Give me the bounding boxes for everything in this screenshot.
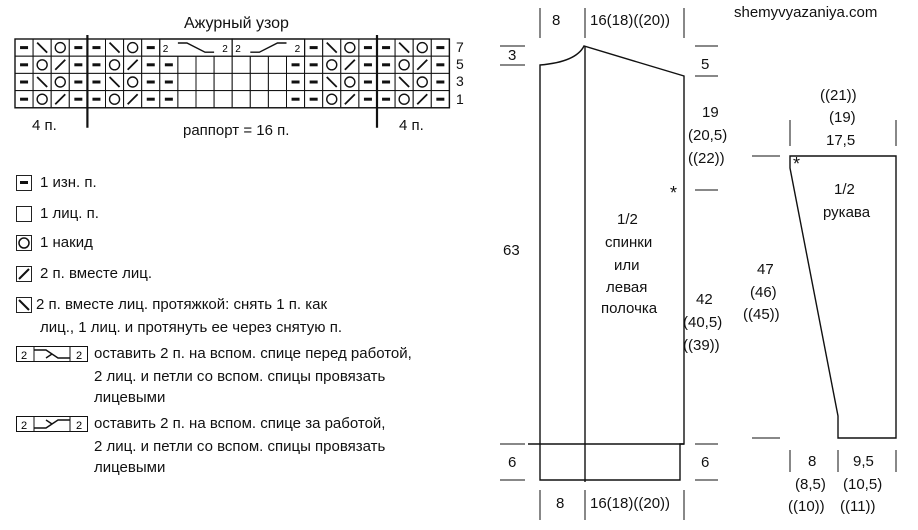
back-neck-depth: 3 xyxy=(508,47,517,64)
sleeve-top-width-1: ((21)) xyxy=(820,87,857,104)
sleeve-top-width-2: (19) xyxy=(829,109,856,126)
legend-k2tog: 2 п. вместе лиц. xyxy=(16,263,152,284)
back-hem-left: 6 xyxy=(508,454,517,471)
legend-yarn-over: 1 накид xyxy=(16,232,93,253)
sleeve-top-width-3: 17,5 xyxy=(826,132,856,149)
back-label-5: полочка xyxy=(601,300,658,317)
cable-digit: 2 xyxy=(76,420,83,433)
back-bottom-side: 8 xyxy=(556,495,565,512)
row-number: 1 xyxy=(456,91,464,107)
cable-digit: 2 xyxy=(294,44,301,56)
sleeve-bottom-left-3: ((10)) xyxy=(788,498,825,515)
legend-ssk-line2: лиц., 1 лиц. и протянуть ее через снятую п. xyxy=(40,319,343,336)
cable-digit: 2 xyxy=(235,44,241,56)
back-label-2: спинки xyxy=(605,234,653,251)
back-bottom-center: 16(18)((20)) xyxy=(590,495,671,512)
back-top-shoulder: 8 xyxy=(552,12,561,29)
row-number: 5 xyxy=(456,56,464,72)
chart-title: Ажурный узор xyxy=(184,15,289,32)
row-number: 3 xyxy=(456,73,464,89)
back-body-side-3: ((39)) xyxy=(683,337,720,354)
sleeve-label-1: 1/2 xyxy=(834,181,855,198)
sleeve-length-1: 47 xyxy=(757,261,774,278)
sleeve-bottom-right-3: ((11)) xyxy=(840,498,876,515)
cable-digit: 2 xyxy=(76,350,83,363)
back-label-3: или xyxy=(614,257,640,274)
legend-cable-front: 2 2 оставить 2 п. на вспом. спице перед работой, xyxy=(16,343,412,364)
sleeve-length-2: (46) xyxy=(750,284,777,301)
cable-digit: 2 xyxy=(222,44,228,56)
legend-cable-back-line3: лицевыми xyxy=(94,459,166,476)
back-shoulder-slope: 5 xyxy=(701,56,710,73)
back-label-4: левая xyxy=(606,279,648,296)
back-body-side-1: 42 xyxy=(696,291,713,308)
cable-digit: 2 xyxy=(21,350,28,363)
legend-cable-back-line2: 2 лиц. и петли со вспом. спицы провязать xyxy=(94,438,386,455)
legend-knit: 1 лиц. п. xyxy=(16,203,99,224)
repeat-label: раппорт = 16 п. xyxy=(183,122,290,139)
sleeve-bottom-left-1: 8 xyxy=(808,453,817,470)
legend-purl: 1 изн. п. xyxy=(16,172,97,193)
legend-cable-back: 2 2 оставить 2 п. на вспом. спице за работой, xyxy=(16,413,385,434)
back-marker: * xyxy=(670,183,678,203)
sleeve-marker: * xyxy=(793,154,801,174)
back-label-1: 1/2 xyxy=(617,211,638,228)
cable-digit: 2 xyxy=(21,420,28,433)
back-hem-right: 6 xyxy=(701,454,710,471)
sleeve-label-2: рукава xyxy=(823,204,871,221)
back-armhole-2: (20,5) xyxy=(688,127,728,144)
legend-ssk: 2 п. вместе лиц. протяжкой: снять 1 п. как xyxy=(16,294,327,315)
sleeve-bottom-right-1: 9,5 xyxy=(853,453,874,470)
back-top-neck: 16(18)((20)) xyxy=(590,12,671,29)
row-number: 7 xyxy=(456,39,464,55)
back-armhole-3: ((22)) xyxy=(688,150,725,167)
site-watermark: shemyvyazaniya.com xyxy=(734,4,878,21)
legend-cable-front-line2: 2 лиц. и петли со вспом. спицы провязать xyxy=(94,368,386,385)
cable-digit: 2 xyxy=(162,44,169,56)
edge-stitches-right: 4 п. xyxy=(399,117,424,134)
sleeve-length-3: ((45)) xyxy=(743,306,780,323)
back-armhole-1: 19 xyxy=(702,104,719,121)
sleeve-bottom-left-2: (8,5) xyxy=(795,476,826,493)
edge-stitches-left: 4 п. xyxy=(32,117,57,134)
legend-cable-front-line3: лицевыми xyxy=(94,389,166,406)
sleeve-bottom-right-2: (10,5) xyxy=(843,476,883,493)
back-total-height: 63 xyxy=(503,242,520,259)
back-body-side-2: (40,5) xyxy=(683,314,723,331)
